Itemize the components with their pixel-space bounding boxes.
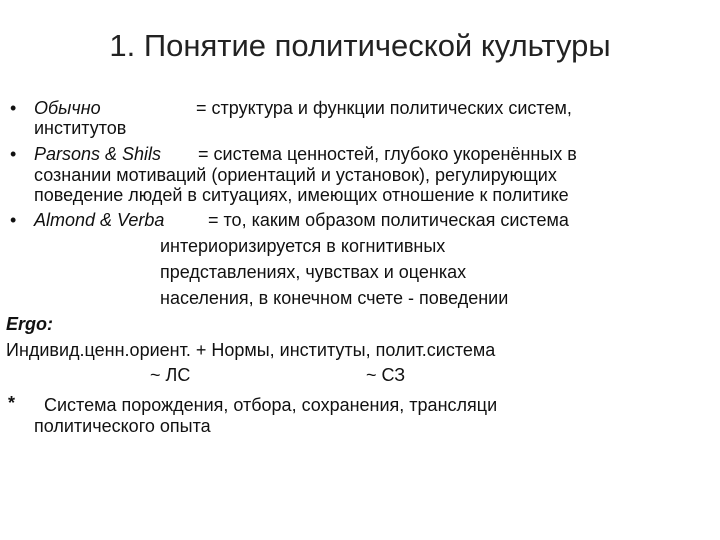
ergo-label: Ergo: (6, 314, 53, 334)
item-continuation: представлениях, чувствах и оценках (160, 262, 467, 282)
bullet-marker: • (10, 210, 17, 230)
item-continuation: институтов (34, 118, 127, 138)
footnote-marker: * (8, 393, 16, 413)
item-definition: = то, каким образом политическая система (208, 210, 569, 230)
item-continuation: поведение людей в ситуациях, имеющих отношение к политике (34, 185, 569, 205)
ergo-line: Индивид.ценн.ориент. + Нормы, институты, полит.система (6, 340, 496, 360)
item-definition: = система ценностей, глубоко укоренённых в (198, 144, 577, 164)
slide-title: 1. Понятие политической культуры (109, 28, 611, 63)
bullet-marker: • (10, 144, 17, 164)
item-source-almond-verba: Almond & Verba (34, 210, 165, 230)
item-continuation: интериоризируется в когнитивных (160, 236, 446, 256)
footnote-line: Система порождения, отбора, сохранения, трансляци (44, 395, 498, 415)
item-definition: = структура и функции политических систем, (196, 98, 572, 118)
bullet-marker: • (10, 98, 17, 118)
ergo-note-right: ~ СЗ (366, 365, 406, 385)
item-source-usual: Обычно (34, 98, 101, 118)
footnote-line: политического опыта (34, 416, 211, 436)
ergo-note-left: ~ ЛС (150, 365, 191, 385)
item-continuation: населения, в конечном счете - поведении (160, 288, 509, 308)
item-source-parsons-shils: Parsons & Shils (34, 144, 162, 164)
item-continuation: сознании мотиваций (ориентаций и установок), регулирующих (34, 165, 557, 185)
